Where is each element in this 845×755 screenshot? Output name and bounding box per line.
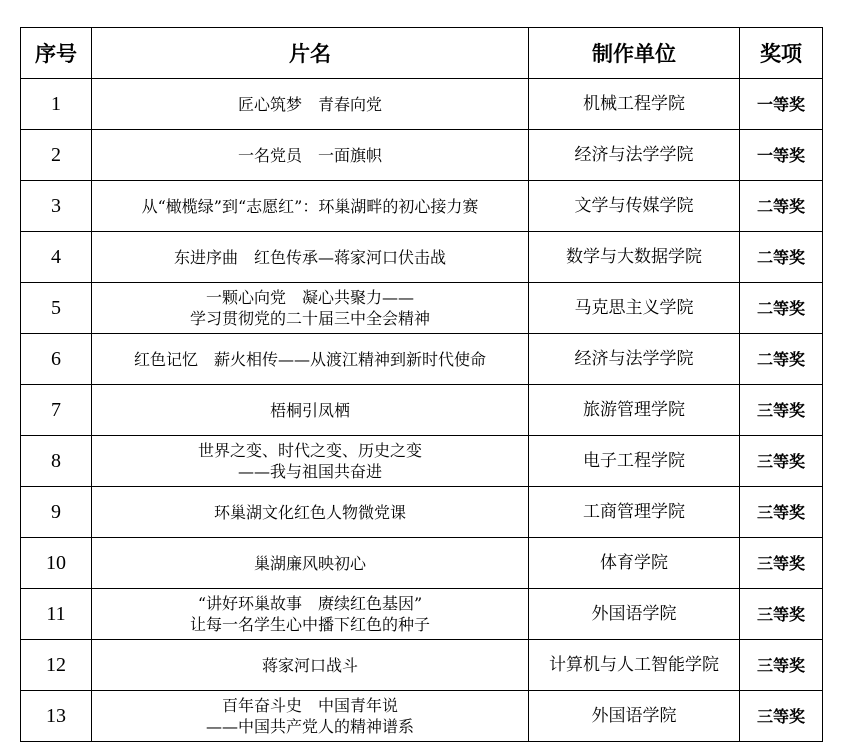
cell-title: [92, 283, 529, 334]
table-row: [21, 589, 823, 640]
title-line: ——我与祖国共奋进: [237, 462, 382, 481]
title-line: 从“橄榄绿”到“志愿红”：环巢湖畔的初心接力赛: [141, 196, 479, 216]
cell-title: [92, 691, 529, 742]
cell-unit: 电子工程学院: [529, 436, 740, 487]
cell-award: 二等奖: [740, 181, 823, 232]
cell-unit: 计算机与人工智能学院: [529, 640, 740, 691]
cell-title: [92, 385, 529, 436]
table-row: [21, 130, 823, 181]
title-line: 蒋家河口战斗: [261, 655, 358, 675]
cell-unit: 经济与法学学院: [529, 130, 740, 181]
title-line: 匠心筑梦 青春向党: [237, 94, 382, 114]
title-line: 世界之变、时代之变、历史之变: [197, 441, 422, 460]
cell-title: [92, 538, 529, 589]
title-line: “讲好环巢故事 赓续红色基因”: [197, 594, 423, 613]
cell-award: 一等奖: [740, 79, 823, 130]
cell-no: 6: [21, 334, 92, 385]
header-award: 奖项: [740, 28, 823, 79]
cell-no: 13: [21, 691, 92, 742]
cell-title: [92, 334, 529, 385]
cell-award: 三等奖: [740, 691, 823, 742]
cell-title: [92, 640, 529, 691]
title-line: 百年奋斗史 中国青年说: [221, 696, 398, 715]
cell-title: [92, 181, 529, 232]
cell-unit: 数学与大数据学院: [529, 232, 740, 283]
cell-award: 二等奖: [740, 334, 823, 385]
cell-no: 10: [21, 538, 92, 589]
cell-award: 三等奖: [740, 385, 823, 436]
cell-unit: 外国语学院: [529, 691, 740, 742]
cell-title: [92, 232, 529, 283]
cell-no: 4: [21, 232, 92, 283]
cell-no: 9: [21, 487, 92, 538]
title-line: 一颗心向党 凝心共聚力——: [205, 288, 414, 307]
cell-award: 三等奖: [740, 487, 823, 538]
title-line: 学习贯彻党的二十届三中全会精神: [189, 309, 430, 328]
cell-award: 三等奖: [740, 589, 823, 640]
cell-no: 8: [21, 436, 92, 487]
cell-no: 5: [21, 283, 92, 334]
cell-no: 7: [21, 385, 92, 436]
cell-award: 三等奖: [740, 538, 823, 589]
title-line: 红色记忆 薪火相传——从渡江精神到新时代使命: [133, 349, 486, 369]
cell-title: [92, 487, 529, 538]
title-line: ——中国共产党人的精神谱系: [205, 717, 414, 736]
cell-award: 二等奖: [740, 232, 823, 283]
cell-unit: 体育学院: [529, 538, 740, 589]
cell-award: 二等奖: [740, 283, 823, 334]
header-unit: 制作单位: [529, 28, 740, 79]
table-row: [21, 283, 823, 334]
header-title: 片名: [92, 28, 529, 79]
table-row: [21, 487, 823, 538]
cell-unit: 外国语学院: [529, 589, 740, 640]
title-line: 东进序曲 红色传承—蒋家河口伏击战: [173, 247, 446, 267]
cell-unit: 旅游管理学院: [529, 385, 740, 436]
cell-no: 11: [21, 589, 92, 640]
table-row: [21, 232, 823, 283]
title-line: 环巢湖文化红色人物微党课: [213, 502, 406, 522]
table-row: [21, 538, 823, 589]
awards-table: [20, 27, 823, 742]
table-row: [21, 79, 823, 130]
cell-no: 12: [21, 640, 92, 691]
cell-no: 2: [21, 130, 92, 181]
cell-award: 三等奖: [740, 436, 823, 487]
cell-no: 1: [21, 79, 92, 130]
table-row: [21, 640, 823, 691]
cell-award: 一等奖: [740, 130, 823, 181]
title-line: 一名党员 一面旗帜: [237, 145, 382, 165]
table-row: [21, 436, 823, 487]
cell-no: 3: [21, 181, 92, 232]
cell-title: [92, 436, 529, 487]
table-row: [21, 181, 823, 232]
table-row: [21, 691, 823, 742]
cell-title: [92, 589, 529, 640]
table-body: [21, 79, 823, 742]
cell-unit: 机械工程学院: [529, 79, 740, 130]
title-line: 梧桐引凤栖: [269, 400, 350, 420]
cell-unit: 经济与法学学院: [529, 334, 740, 385]
cell-unit: 文学与传媒学院: [529, 181, 740, 232]
cell-title: [92, 79, 529, 130]
cell-title: [92, 130, 529, 181]
cell-unit: 马克思主义学院: [529, 283, 740, 334]
cell-unit: 工商管理学院: [529, 487, 740, 538]
cell-award: 三等奖: [740, 640, 823, 691]
title-line: 让每一名学生心中播下红色的种子: [189, 615, 430, 634]
table-row: [21, 334, 823, 385]
title-line: 巢湖廉风映初心: [253, 553, 366, 573]
header-row: [21, 28, 823, 79]
table-row: [21, 385, 823, 436]
header-no: 序号: [21, 28, 92, 79]
